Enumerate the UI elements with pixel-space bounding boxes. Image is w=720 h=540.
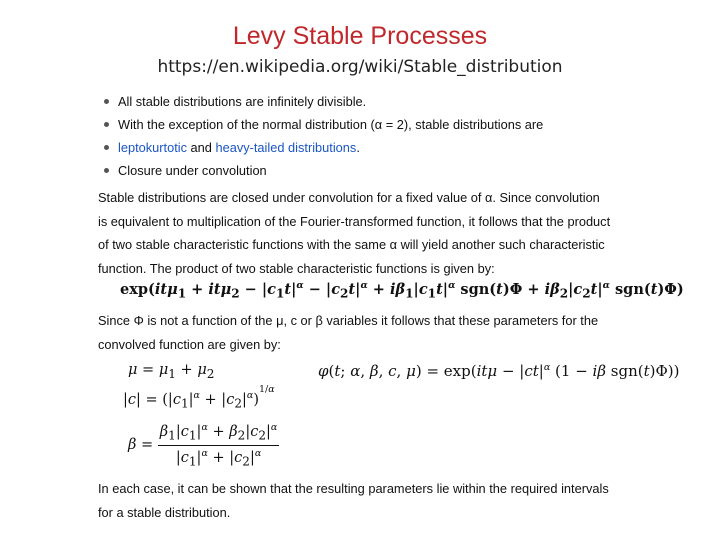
paragraph-line: Since Φ is not a function of the μ, c or β variables it follows that these parameters for the <box>98 313 599 328</box>
paragraph-line: for a stable distribution. <box>98 504 231 520</box>
beta-equation: β = $\frac{\beta_1|c_1|^\alpha + \beta_2|c_2|^\alpha}{|c_1|^\alpha + |c_2|^\alpha}$ <box>128 422 278 469</box>
bullet-text: All stable distributions are infinitely divisible. <box>118 94 367 109</box>
paragraph-line: Stable distributions are closed under convolution for a fixed value of α. Since convolution <box>98 190 600 205</box>
bullet-text: With the exception of the normal distribution (α = 2), stable distributions are <box>118 117 544 132</box>
property-bullets <box>102 90 543 182</box>
since-paragraph <box>98 309 598 356</box>
c-equation: $|c| = (|c_1|^\alpha + |c_2|^\alpha)^{1/\alpha}$ <box>123 384 275 411</box>
bullet-text: and <box>187 140 216 155</box>
bullet-text: Closure under convolution <box>118 163 267 178</box>
source-url: https://en.wikipedia.org/wiki/Stable_distribution <box>157 57 563 77</box>
heavy-tailed-link[interactable]: heavy-tailed distributions <box>215 140 357 155</box>
product-equation: $\exp(it\mu_1 + it\mu_2 - |c_1t|^\alpha - |c_2t|^\alpha + i\beta_1|c_1t|^\alpha$ $sgn(t)\Phi + i\beta_2|c_2t|^\alpha$ sgn(t)Φ) <box>120 280 684 301</box>
bullet-item <box>102 159 543 182</box>
slide-title: Levy Stable Processes <box>232 22 488 50</box>
paragraph-line: of two stable characteristic functions with the same α will yield another such characteristic <box>98 237 605 252</box>
bullet-text: . <box>356 140 360 155</box>
conclusion-paragraph <box>98 477 609 524</box>
paragraph-line: function. The product of two stable characteristic functions is given by: <box>98 260 495 276</box>
convolution-paragraph <box>98 186 610 280</box>
paragraph-line: convolved function are given by: <box>98 336 281 352</box>
characteristic-function-equation: φ(t; α, β, c, $\mu) = \exp(it\mu - |ct|^\alpha$ (1 − iβ sgn(t)Φ)) <box>318 362 680 380</box>
bullet-item <box>102 136 543 159</box>
bullet-item <box>102 90 543 113</box>
bullet-item <box>102 113 543 136</box>
leptokurtotic-link[interactable]: leptokurtotic <box>118 140 187 155</box>
mu-equation: $\mu = \mu_1 + \mu_2$ <box>128 362 215 381</box>
paragraph-line: is equivalent to multiplication of the Fourier-transformed function, it follows that the product <box>98 213 611 229</box>
paragraph-line: In each case, it can be shown that the resulting parameters lie within the required intervals <box>98 481 609 496</box>
